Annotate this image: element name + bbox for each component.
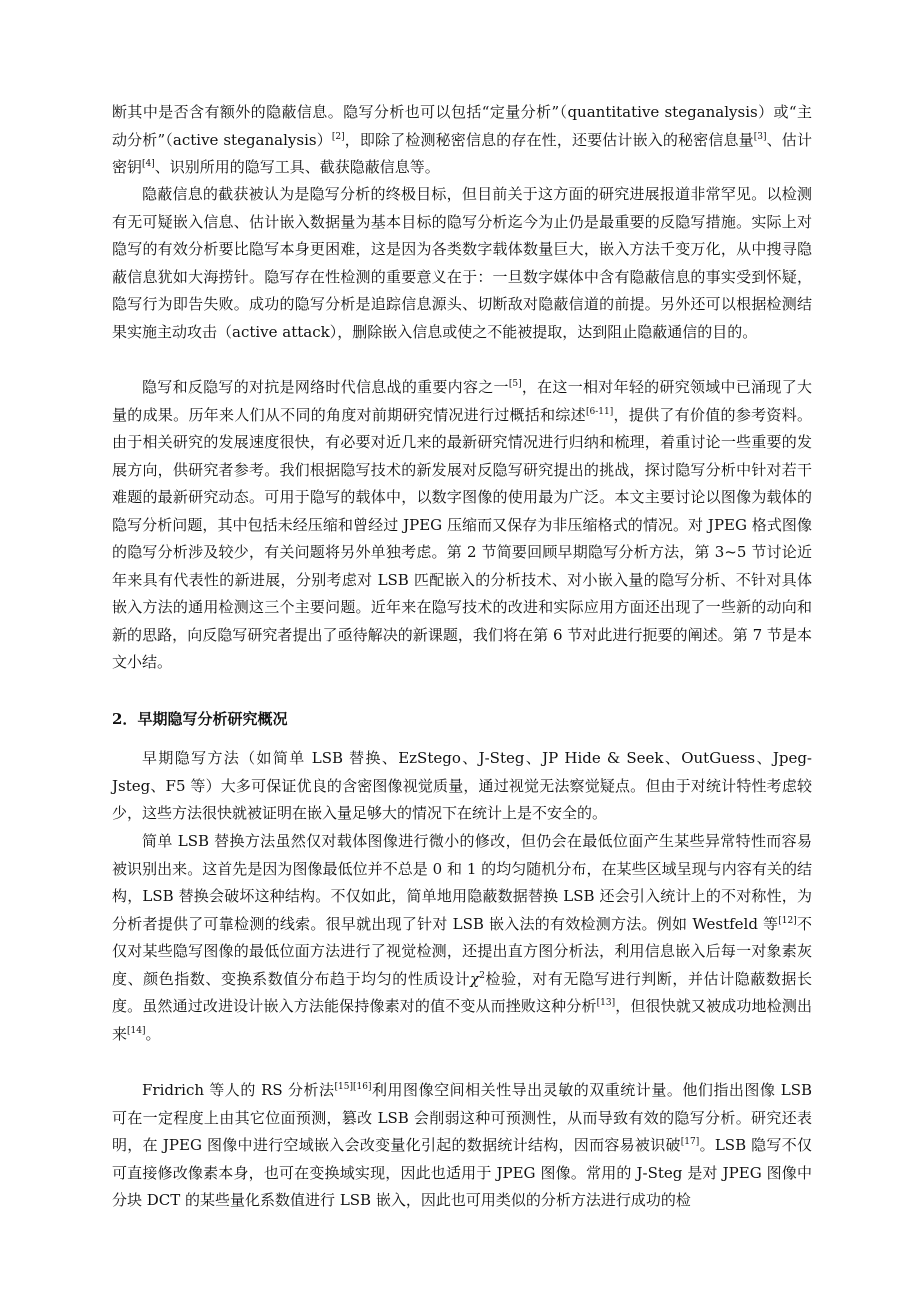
paragraph-text: 早期隐写方法（如简单 LSB 替换、EzStego、J-Steg、JP Hide & Seek、OutGuess、Jpeg-Jsteg、F5 等）大多可保证优良的含密图像视觉质量，通过视觉无法察觉疑点。但由于对统计特性考虑较少，这些方法很快就被证明在嵌入量足够大的情况下在统计上是不安全的。 [112,749,812,822]
paragraph-text: ，提供了有价值的参考资料。由于相关研究的发展速度很快，有必要对近几来的最新研究情况进行归纳和梳理，着重讨论一些重要的发展方向，供研究者参考。我们根据隐写技术的新发展对反隐写研究提出的挑战，探讨隐写分析中针对若干难题的最新研究动态。可用于隐写的载体中，以数字图像的使用最为广泛。本文主要讨论以图像为载体的隐写分析问题，其中包括未经压缩和曾经过 JPEG 压缩而又保存为非压缩格式的情况。对 JPEG 格式图像的隐写分析涉及较少，有关问题将另外单独考虑。第 2 节简要回顾早期隐写分析方法，第 3~5 节讨论近年来具有代表性的新进展，分别考虑对 LSB 匹配嵌入的分析技术、对小嵌入量的隐写分析、不针对具体嵌入方法的通用检测这三个主要问题。近年来在隐写技术的改进和实际应用方面还出现了一些新的动向和新的思路，向反隐写研究者提出了亟待解决的新课题，我们将在第 6 节对此进行扼要的阐述。第 7 节是本文小结。 [112,405,812,671]
citation-ref: [3] [753,131,767,142]
citation-ref: [15][16] [334,1082,372,1092]
citation-ref: [2] [331,131,345,142]
paragraph-text: 隐写和反隐写的对抗是网络时代信息战的重要内容之一 [142,378,509,396]
citation-ref: [14] [127,1025,146,1036]
paragraph-text: 隐蔽信息的截获被认为是隐写分析的终极目标，但目前关于这方面的研究进展报道非常罕见。以检测有无可疑嵌入信息、估计嵌入数据量为基本目标的隐写分析迄今为止仍是最重要的反隐写措施。实际上对隐写的有效分析要比隐写本身更困难，这是因为各类数字载体数量巨大，嵌入方法千变万化，从中搜寻隐蔽信息犹如大海捞针。隐写存在性检测的重要意义在于：一旦数字媒体中含有隐蔽信息的事实受到怀疑，隐写行为即告失败。成功的隐写分析是追踪信息源头、切断敌对隐蔽信道的前提。另外还可以根据检测结果实施主动攻击（active attack），删除嵌入信息或使之不能被提取，达到阻止隐蔽通信的目的。 [112,185,812,341]
paragraph-text: 断其中是否含有额外的隐蔽信息。隐写分析也可以包括“定量分析”（quantitative steganalysis）或“主动分析”（active steganalysis） [112,103,812,149]
paragraph-text: 不仅对某些隐写图像的最低位面方法进行了视觉检测，还提出直方图分析法，利用信息嵌入后每一对象素灰度、颜色指数、变换系数值分布趋于均匀的性质设计 [112,914,812,988]
citation-ref: [13] [596,998,616,1008]
paragraph-text: ，在这一相对年轻的研究领域中已涌现了大量的成果。历年来人们从不同的角度对前期研究情况进行过概括和综述 [112,378,812,424]
paragraph-text: 。 [145,1024,161,1043]
citation-ref: [12] [778,915,797,926]
paragraph-text: 简单 LSB 替换方法虽然仅对载体图像进行微小的修改，但仍会在最低位面产生某些异常特性而容易被识别出来。这首先是因为图像最低位并不总是 0 和 1 的均匀随机分布，在某些区域呈现与内容有关的结构，LSB 替换会破坏这种结构。不仅如此，简单地用隐蔽数据替换 LSB 还会引入统计上的不对称性，为分析者提供了可靠检测的线索。很早就出现了针对 LSB 嵌入法的有效检测方法。例如 Westfeld 等 [112,832,812,933]
citation-ref: [6-11] [585,406,614,417]
paragraph-rs-analysis [112,1077,812,1215]
paragraph-text: ，即除了检测秘密信息的存在性，还要估计嵌入的秘密信息量 [344,130,754,149]
section-heading [112,706,287,733]
section-number: 2． [112,710,138,728]
section-title: 早期隐写分析研究概况 [137,710,288,728]
paragraph-text: 检验，对有无隐写进行判断，并估计隐蔽数据长度。虽然通过改进设计嵌入方法能保持像素对的值不变从而挫败这种分析 [112,969,812,1015]
paragraph-text: Fridrich 等人的 RS 分析法 [142,1081,335,1099]
paragraph-early-methods [112,745,812,828]
paragraph-overview [112,374,812,677]
paragraph-intro-continued [112,99,812,182]
paragraph-interception [112,181,812,346]
paragraph-text: 利用图像空间相关性导出灵敏的双重统计量。他们指出图像 LSB 可在一定程度上由其它位面预测，篡改 LSB 会削弱这种可预测性，从而导致有效的隐写分析。研究还表明，在 JPEG 图像中进行空域嵌入会改变量化引起的数据统计结构，因而容易被识破 [112,1081,813,1154]
citation-ref: 2 [479,970,485,981]
citation-ref: [17] [680,1137,700,1147]
paragraph-text: 。LSB 隐写不仅可直接修改像素本身，也可在变换域实现，因此也适用于 JPEG 图像。常用的 J-Steg 是对 JPEG 图像中分块 DCT 的某些量化系数值进行 LSB 嵌入，因此也可用类似的分析方法进行成功的检 [112,1136,813,1209]
paragraph-lsb-replacement [112,828,812,1048]
citation-ref: [4] [142,159,155,169]
paragraph-text: 、估计密钥 [112,130,812,176]
paragraph-text: ，但很快就又被成功地检测出来 [112,997,812,1043]
citation-ref: [5] [508,379,522,389]
math-symbol: χ [470,969,480,988]
paragraph-text: 、识别所用的隐写工具、截获隐蔽信息等。 [154,158,440,176]
